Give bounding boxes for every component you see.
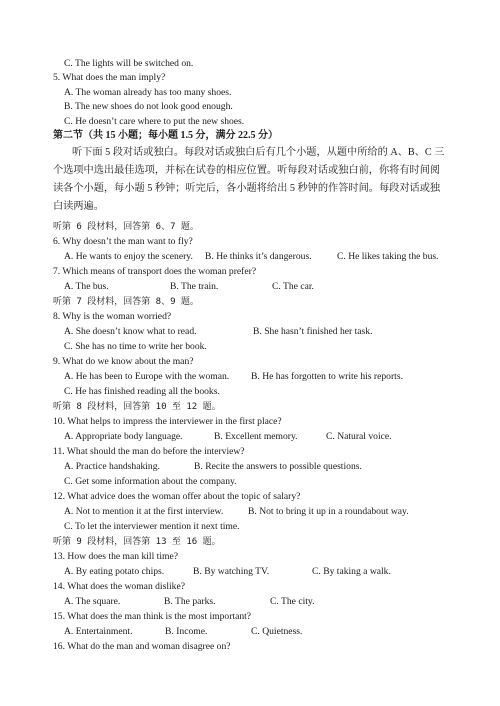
answer-option: C. She has no time to write her book. [64, 341, 207, 352]
answer-option: B. The parks. [164, 596, 216, 607]
answer-option: B. Income. [165, 626, 208, 637]
answer-option: A. Appropriate body language. [64, 431, 183, 442]
question-text: 15. What does the man think is the most important? [53, 611, 252, 622]
answer-option: B. Not to bring it up in a roundabout way. [248, 506, 409, 517]
instruction-paragraph: 读各个小题，每小题 5 秒钟；听完后，各小题将给出 5 秒钟的作答时间。每段对话或独 [53, 183, 441, 194]
answer-option: A. Entertainment. [64, 626, 133, 637]
answer-option: B. He has forgotten to write his reports. [251, 371, 403, 382]
answer-option: A. By eating potato chips. [64, 566, 165, 577]
question-text: 8. Why is the woman worried? [53, 311, 172, 322]
material-instruction: 听第 6 段材料，回答第 6、7 题。 [53, 222, 199, 232]
answer-option: B. The train. [170, 281, 219, 292]
answer-option: C. Quietness. [251, 626, 303, 637]
answer-option: A. He has been to Europe with the woman. [64, 371, 230, 382]
answer-option: C. He doesn’t care where to put the new shoes. [64, 116, 245, 127]
answer-option: C. The car. [272, 281, 314, 292]
answer-option: A. Not to mention it at the first interview. [64, 506, 224, 517]
answer-option: B. Excellent memory. [214, 431, 298, 442]
answer-option: B. The new shoes do not look good enough. [64, 101, 233, 112]
instruction-paragraph: 听下面 5 段对话或独白。每段对话或独白后有几个小题，从题中所给的 A、B、C 三 [72, 147, 445, 158]
question-text: 5. What does the man imply? [53, 72, 166, 83]
material-instruction: 听第 7 段材料，回答第 8、9 题。 [53, 297, 199, 307]
instruction-paragraph: 个选项中选出最佳选项，并标在试卷的相应位置。听每段对话或独白前，你将有时间阅 [53, 165, 441, 176]
answer-option: C. To let the interviewer mention it next time. [64, 521, 240, 532]
section-heading: 第二节（共 15 小题；每小题 1.5 分，满分 22.5 分） [53, 130, 278, 141]
answer-option: C. Get some information about the company. [64, 476, 237, 487]
answer-option: C. The lights will be switched on. [64, 58, 194, 69]
question-text: 6. Why doesn’t the man want to fly? [53, 236, 193, 247]
question-text: 13. How does the man kill time? [53, 551, 178, 562]
question-text: 10. What helps to impress the interviewer in the first place? [53, 416, 282, 427]
material-instruction: 听第 9 段材料，回答第 13 至 16 题。 [53, 537, 221, 547]
answer-option: C. The city. [270, 596, 315, 607]
answer-option: C. He has finished reading all the books. [64, 386, 220, 397]
question-text: 14. What does the woman dislike? [53, 581, 185, 592]
question-text: 16. What do the man and woman disagree on? [53, 641, 231, 652]
question-text: 7. Which means of transport does the woman prefer? [53, 266, 257, 277]
question-text: 12. What advice does the woman offer about the topic of salary? [53, 491, 301, 502]
answer-option: B. Recite the answers to possible questions. [194, 461, 362, 472]
answer-option: C. Natural voice. [326, 431, 392, 442]
answer-option: A. The woman already has too many shoes. [64, 87, 232, 98]
answer-option: A. The bus. [64, 281, 109, 292]
material-instruction: 听第 8 段材料，回答第 10 至 12 题。 [53, 402, 221, 412]
answer-option: C. He likes taking the bus. [337, 251, 439, 262]
question-text: 9. What do we know about the man? [53, 356, 194, 367]
answer-option: C. By taking a walk. [312, 566, 391, 577]
instruction-paragraph: 白读两遍。 [53, 201, 104, 212]
answer-option: A. The square. [64, 596, 121, 607]
answer-option: A. She doesn’t know what to read. [64, 326, 197, 337]
question-text: 11. What should the man do before the interview? [53, 446, 245, 457]
answer-option: B. By watching TV. [193, 566, 270, 577]
answer-option: B. She hasn’t finished her task. [253, 326, 373, 337]
answer-option: A. He wants to enjoy the scenery. [64, 251, 193, 262]
answer-option: B. He thinks it’s dangerous. [205, 251, 312, 262]
answer-option: A. Practice handshaking. [64, 461, 160, 472]
